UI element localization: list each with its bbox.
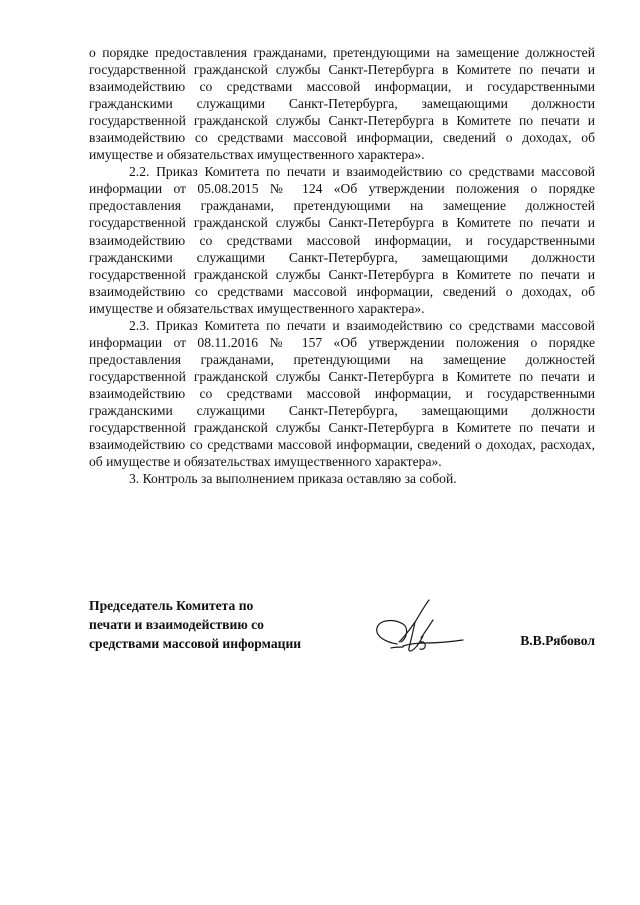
document-body [89,44,595,487]
signatory-title-line: средствами массовой информации [89,636,302,651]
signature-block [89,596,599,676]
signatory-title-line: Председатель Комитета по [89,598,254,613]
handwritten-signature [345,594,475,674]
paragraph-2-3: 2.3. Приказ Комитета по печати и взаимодействию со средствами массовой информации от 08.11.2016 № 157 «Об утверждении положения о порядке предоставления гражданами, претендующими на замещение должностей государственной гражданской службы Санкт-Петербурга в Комитете по печати и взаимодействию со средствами массовой информации, и государственными гражданскими служащими Санкт-Петербурга, замещающими должности государственной гражданской службы Санкт-Петербурга в Комитете по печати и взаимодействию со средствами массовой информации, сведений о доходах, расходах, об имуществе и обязательствах имущественного характера». [89,317,595,470]
signatory-name: В.В.Рябовол [520,633,595,648]
signatory-title [89,596,349,653]
paragraph-continuation: о порядке предоставления гражданами, претендующими на замещение должностей государственной гражданской службы Санкт-Петербурга в Комитете по печати и взаимодействию со средствами массовой информации, и государственными гражданскими служащими Санкт-Петербурга, замещающими должности государственной гражданской службы Санкт-Петербурга в Комитете по печати и взаимодействию со средствами массовой информации, сведений о доходах, об имуществе и обязательствах имущественного характера». [89,45,595,163]
signatory-title-line: печати и взаимодействию со [89,617,264,632]
paragraph-3: 3. Контроль за выполнением приказа оставляю за собой. [129,471,457,487]
paragraph-2-2: 2.2. Приказ Комитета по печати и взаимодействию со средствами массовой информации от 05.08.2015 № 124 «Об утверждении положения о порядке предоставления гражданами, претендующими на замещение должностей государственной гражданской службы Санкт-Петербурга в Комитете по печати и взаимодействию со средствами массовой информации, и государственными гражданскими служащими Санкт-Петербурга, замещающими должности государственной гражданской службы Санкт-Петербурга в Комитете по печати и взаимодействию со средствами массовой информации, сведений о доходах, об имуществе и обязательствах имущественного характера». [89,164,595,316]
